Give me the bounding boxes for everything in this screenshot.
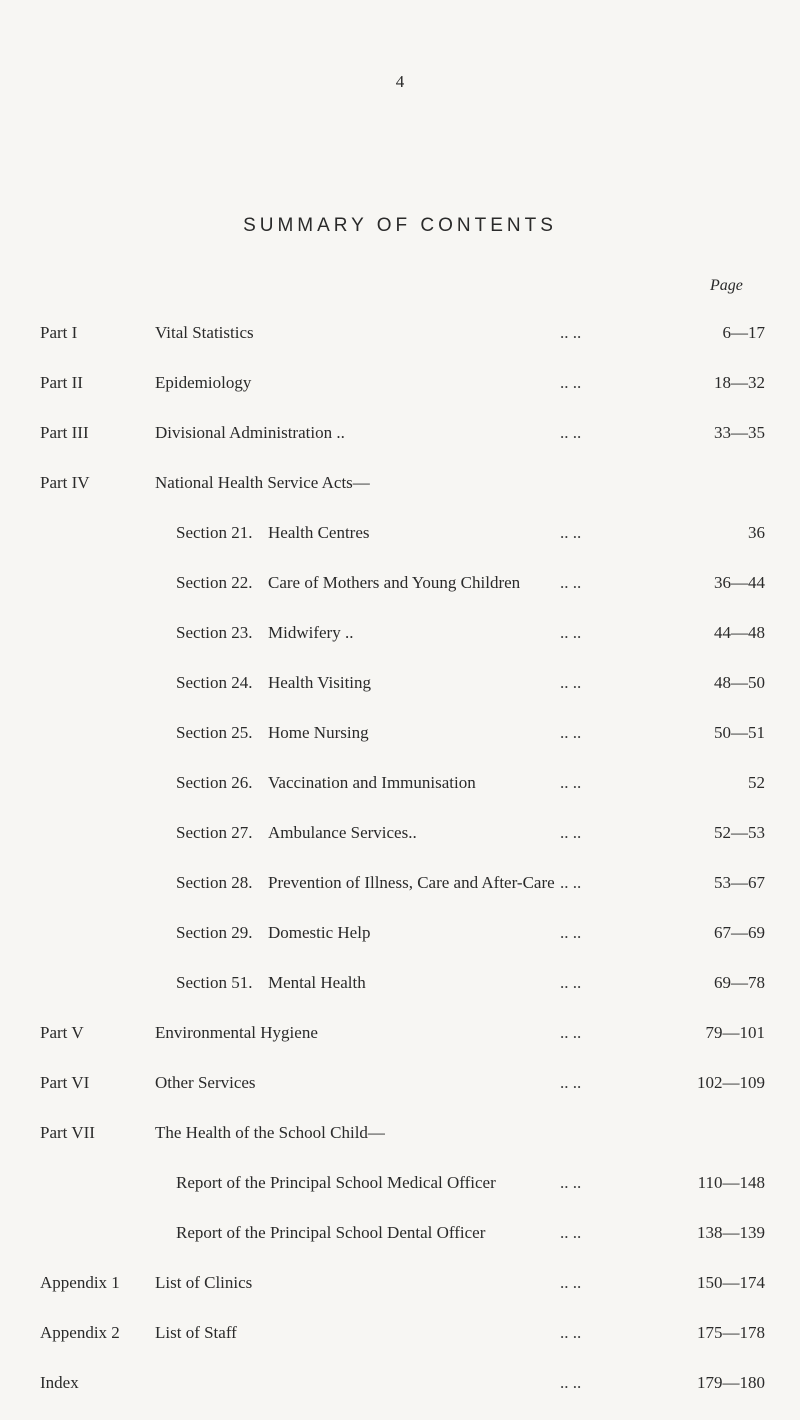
- entry-title: Prevention of Illness, Care and After-Care: [268, 873, 555, 892]
- contents-row: [0, 1023, 800, 1047]
- entry-title: Home Nursing: [268, 723, 369, 742]
- section-number: Section 26.: [176, 773, 253, 792]
- contents-row: [0, 473, 800, 497]
- entry-title: List of Clinics: [155, 1273, 253, 1292]
- contents-row: [0, 923, 800, 947]
- page-range: 52: [748, 773, 765, 792]
- page-range: 102—109: [697, 1073, 765, 1092]
- part-label: Appendix 1: [40, 1273, 120, 1292]
- contents-row: [0, 823, 800, 847]
- page-range: 33—35: [714, 423, 765, 442]
- contents-row: [0, 1073, 800, 1097]
- entry-title: Vaccination and Immunisation: [268, 773, 476, 792]
- page-column-header: Page: [710, 277, 743, 294]
- section-number: Section 25.: [176, 723, 253, 742]
- contents-row: [0, 1123, 800, 1147]
- leader-dots: .. ..: [560, 923, 582, 942]
- page-range: 175—178: [697, 1323, 765, 1342]
- page-range: 138—139: [697, 1223, 765, 1242]
- entry-title: Vital Statistics: [155, 323, 254, 342]
- leader-dots: .. ..: [560, 673, 582, 692]
- contents-row: [0, 773, 800, 797]
- leader-dots: .. ..: [560, 1173, 582, 1192]
- leader-dots: .. ..: [560, 973, 582, 992]
- leader-dots: .. ..: [560, 573, 582, 592]
- part-label: Part IV: [40, 473, 90, 492]
- page-range: 52—53: [714, 823, 765, 842]
- leader-dots: .. ..: [560, 323, 582, 342]
- page-range: 150—174: [697, 1273, 765, 1292]
- contents-row: [0, 1373, 800, 1397]
- page-range: 44—48: [714, 623, 765, 642]
- entry-title: Health Centres: [268, 523, 370, 542]
- leader-dots: .. ..: [560, 773, 582, 792]
- part-label: Part VII: [40, 1123, 95, 1142]
- part-label: Part V: [40, 1023, 84, 1042]
- contents-row: [0, 423, 800, 447]
- page-range: 67—69: [714, 923, 765, 942]
- leader-dots: .. ..: [560, 623, 582, 642]
- part-label: Part II: [40, 373, 83, 392]
- leader-dots: .. ..: [560, 423, 582, 442]
- contents-row: [0, 723, 800, 747]
- entry-title: List of Staff: [155, 1323, 237, 1342]
- page-range: 179—180: [697, 1373, 765, 1392]
- page-number: 4: [395, 72, 405, 91]
- leader-dots: .. ..: [560, 1073, 582, 1092]
- contents-row: [0, 623, 800, 647]
- section-number: Section 23.: [176, 623, 253, 642]
- part-label: Index: [40, 1373, 79, 1392]
- page-range: 50—51: [714, 723, 765, 742]
- contents-row: [0, 373, 800, 397]
- leader-dots: .. ..: [560, 1373, 582, 1392]
- contents-row: [0, 523, 800, 547]
- section-number: Section 22.: [176, 573, 253, 592]
- leader-dots: .. ..: [560, 723, 582, 742]
- contents-row: [0, 973, 800, 997]
- part-label: Appendix 2: [40, 1323, 120, 1342]
- section-number: Section 27.: [176, 823, 253, 842]
- entry-title: Mental Health: [268, 973, 366, 992]
- entry-title: Midwifery ..: [268, 623, 354, 642]
- page-range: 6—17: [722, 323, 765, 342]
- contents-row: [0, 1323, 800, 1347]
- part-label: Part I: [40, 323, 78, 342]
- contents-row: [0, 1223, 800, 1247]
- part-label: Part VI: [40, 1073, 90, 1092]
- entry-title: Report of the Principal School Medical Officer: [176, 1173, 496, 1192]
- leader-dots: .. ..: [560, 873, 582, 892]
- entry-title: Domestic Help: [268, 923, 371, 942]
- leader-dots: .. ..: [560, 823, 582, 842]
- leader-dots: .. ..: [560, 523, 582, 542]
- page-range: 79—101: [705, 1023, 765, 1042]
- leader-dots: .. ..: [560, 373, 582, 392]
- page-title: SUMMARY OF CONTENTS: [243, 215, 557, 236]
- page-range: 48—50: [714, 673, 765, 692]
- entry-title: Care of Mothers and Young Children: [268, 573, 521, 592]
- contents-row: [0, 573, 800, 597]
- entry-title: National Health Service Acts—: [155, 473, 370, 492]
- contents-row: [0, 323, 800, 347]
- page-range: 36: [748, 523, 765, 542]
- contents-row: [0, 673, 800, 697]
- contents-row: [0, 1173, 800, 1197]
- section-number: Section 24.: [176, 673, 253, 692]
- entry-title: Divisional Administration ..: [155, 423, 345, 442]
- entry-title: The Health of the School Child—: [155, 1123, 385, 1142]
- contents-row: [0, 873, 800, 897]
- page-range: 53—67: [714, 873, 765, 892]
- contents-row: [0, 1273, 800, 1297]
- page-range: 69—78: [714, 973, 765, 992]
- entry-title: Environmental Hygiene: [155, 1023, 318, 1042]
- section-number: Section 51.: [176, 973, 253, 992]
- part-label: Part III: [40, 423, 89, 442]
- leader-dots: .. ..: [560, 1223, 582, 1242]
- page-range: 36—44: [714, 573, 765, 592]
- section-number: Section 28.: [176, 873, 253, 892]
- page-range: 18—32: [714, 373, 765, 392]
- entry-title: Health Visiting: [268, 673, 372, 692]
- leader-dots: .. ..: [560, 1273, 582, 1292]
- section-number: Section 21.: [176, 523, 253, 542]
- entry-title: Ambulance Services..: [268, 823, 417, 842]
- section-number: Section 29.: [176, 923, 253, 942]
- entry-title: Report of the Principal School Dental Officer: [176, 1223, 486, 1242]
- entry-title: Other Services: [155, 1073, 256, 1092]
- page-range: 110—148: [697, 1173, 765, 1192]
- entry-title: Epidemiology: [155, 373, 252, 392]
- leader-dots: .. ..: [560, 1323, 582, 1342]
- leader-dots: .. ..: [560, 1023, 582, 1042]
